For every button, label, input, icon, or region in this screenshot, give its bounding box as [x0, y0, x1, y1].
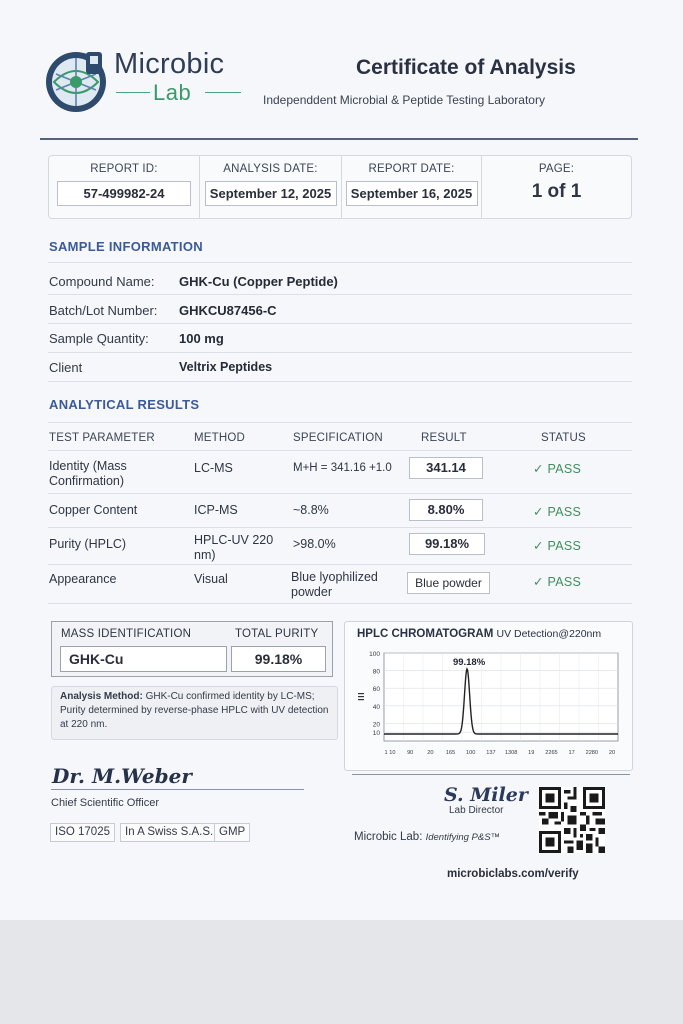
row-divider — [48, 262, 632, 263]
y-tick-label: 60 — [372, 686, 380, 694]
row-divider — [48, 323, 632, 324]
results-section-title: ANALYTICAL RESULTS — [49, 397, 200, 412]
test-parameter: Identity (Mass Confirmation) — [49, 459, 127, 488]
sample-section-title: SAMPLE INFORMATION — [49, 239, 203, 254]
qr-code-icon[interactable] — [532, 787, 612, 853]
batch-label: Batch/Lot Number: — [49, 303, 158, 318]
row-divider — [48, 493, 632, 494]
row-divider — [48, 381, 632, 382]
left-signature-title: Chief Scientific Officer — [51, 797, 160, 809]
check-icon: ✓ — [533, 539, 548, 553]
check-icon: ✓ — [533, 462, 548, 476]
mass-id-label: MASS IDENTIFICATION — [61, 628, 192, 640]
test-result: Blue powder — [407, 572, 490, 594]
axis-mark — [358, 699, 364, 700]
test-result: 341.14 — [409, 457, 483, 479]
test-parameter: Purity (HPLC) — [49, 537, 127, 551]
client-label: Client — [49, 360, 83, 375]
x-tick-label: 90 — [407, 750, 414, 756]
report-date-value: September 16, 2025 — [346, 181, 478, 206]
test-method: ICP-MS — [194, 503, 238, 517]
axis-mark — [358, 696, 364, 697]
row-divider — [48, 294, 632, 295]
row-divider — [48, 564, 632, 565]
brand-rule-right — [205, 92, 241, 93]
test-method: Visual — [194, 572, 228, 586]
test-result: 99.18% — [409, 533, 485, 555]
status-label: PASS — [547, 575, 582, 589]
report-date-cell — [341, 156, 481, 218]
right-signature: S. Miler — [444, 784, 528, 806]
row-divider — [48, 603, 632, 604]
method-note-label: Analysis Method: — [60, 691, 143, 702]
y-tick-label: 20 — [372, 721, 380, 729]
gmp-badge: GMP — [214, 823, 250, 842]
quantity-value: 100 mg — [179, 331, 224, 346]
row-divider — [48, 450, 632, 451]
background-surface — [0, 920, 683, 1024]
page-cell — [481, 156, 631, 218]
analysis-method-note — [51, 686, 338, 740]
chromatogram-chart — [350, 645, 628, 765]
tagline-script: Identifying P&S™ — [425, 832, 501, 843]
mass-id-value: GHK-Cu — [60, 646, 227, 672]
report-id-label: REPORT ID: — [90, 163, 158, 175]
x-tick-label: 17 — [568, 750, 575, 756]
row-divider — [48, 422, 632, 423]
y-tick-label: 40 — [372, 703, 380, 711]
col-header-status: STATUS — [541, 432, 586, 444]
quantity-label: Sample Quantity: — [49, 331, 149, 346]
tagline-brand: Microbic Lab: — [354, 831, 423, 843]
page-number: 1 of 1 — [531, 181, 582, 202]
x-tick-label: 20 — [608, 750, 616, 756]
signature-line — [51, 789, 304, 790]
test-specification: M+H = 341.16 +1.0 — [293, 462, 392, 474]
axis-mark — [358, 693, 364, 694]
chart-title-row — [357, 628, 601, 640]
total-purity-label: TOTAL PURITY — [235, 628, 319, 640]
signature-line — [352, 774, 630, 775]
header-divider — [40, 138, 638, 140]
x-tick-label: 20 — [427, 750, 434, 756]
test-parameter: Copper Content — [49, 503, 138, 517]
globe-logo-icon — [40, 44, 112, 116]
total-purity-value: 99.18% — [231, 646, 326, 672]
page-label: PAGE: — [538, 163, 575, 175]
compound-value: GHK-Cu (Copper Peptide) — [179, 274, 338, 289]
iso-badge: ISO 17025 — [50, 823, 115, 842]
method-note-text: GHK-Cu confirmed identity by LC-MS; Purity determined by reverse-phase HPLC with UV detection at 220 nm. — [60, 691, 329, 730]
analysis-date-value: September 12, 2025 — [205, 181, 337, 206]
y-tick-label: 10 — [372, 730, 380, 738]
brand-rule-left — [116, 92, 150, 93]
col-header-result: RESULT — [421, 432, 467, 444]
tagline — [354, 831, 500, 843]
y-tick-label: 80 — [372, 668, 380, 676]
left-signature: Dr. M.Weber — [52, 764, 192, 788]
col-header-parameter: TEST PARAMETER — [49, 432, 155, 444]
verify-link[interactable]: microbiclabs.com/verify — [447, 868, 579, 880]
report-date-label: REPORT DATE: — [368, 163, 455, 175]
x-tick-label: 1308 — [504, 750, 518, 756]
row-divider — [48, 352, 632, 353]
col-header-method: METHOD — [194, 432, 246, 444]
report-id-value: 57-499982-24 — [57, 181, 191, 206]
x-tick-label: 165 — [445, 750, 456, 756]
summary-box — [51, 621, 333, 677]
client-value: Veltrix Peptides — [179, 360, 273, 374]
status-pass — [533, 504, 581, 519]
x-tick-label: 2280 — [585, 750, 599, 756]
test-method: HPLC-UV 220 nm) — [194, 533, 274, 562]
batch-value: GHKCU87456-C — [179, 303, 277, 318]
x-tick-label: 137 — [486, 750, 496, 756]
test-specification: Blue lyophilized powder — [291, 570, 378, 599]
document-title: Certificate of Analysis — [356, 56, 576, 79]
org-badge: In A Swiss S.A.S. — [120, 823, 218, 842]
status-pass — [533, 574, 581, 589]
compound-label: Compound Name: — [49, 274, 155, 289]
test-method: LC-MS — [194, 461, 233, 475]
status-pass — [533, 461, 581, 476]
brand-name: Microbic — [114, 48, 225, 80]
right-signature-title: Lab Director — [449, 805, 504, 816]
test-parameter: Appearance — [49, 572, 117, 586]
brand-sub: Lab — [153, 80, 192, 105]
chart-title: HPLC CHROMATOGRAM — [357, 628, 494, 640]
x-tick-label: 19 — [528, 750, 535, 756]
x-tick-label: 2265 — [545, 750, 558, 756]
x-tick-label: 100 — [466, 750, 476, 756]
check-icon: ✓ — [533, 575, 548, 589]
chart-subtitle: UV Detection@220nm — [496, 628, 602, 640]
report-meta — [48, 155, 632, 219]
peak-label: 99.18% — [452, 656, 486, 668]
status-label: PASS — [547, 462, 582, 476]
y-tick-label: 100 — [369, 651, 380, 658]
analysis-date-cell — [199, 156, 341, 218]
status-label: PASS — [547, 505, 582, 519]
report-id-cell — [49, 156, 199, 218]
test-result: 8.80% — [409, 499, 483, 521]
check-icon: ✓ — [533, 505, 548, 519]
status-label: PASS — [547, 539, 582, 553]
x-tick-label: 1 10 — [384, 750, 396, 756]
row-divider — [48, 527, 632, 528]
document-subtitle: Independdent Microbial & Peptide Testing Laboratory — [263, 93, 545, 107]
test-specification: >98.0% — [293, 537, 336, 551]
col-header-specification: SPECIFICATION — [293, 432, 383, 444]
status-pass — [533, 538, 581, 553]
analysis-date-label: ANALYSIS DATE: — [223, 163, 318, 175]
test-specification: ~8.8% — [293, 503, 329, 517]
